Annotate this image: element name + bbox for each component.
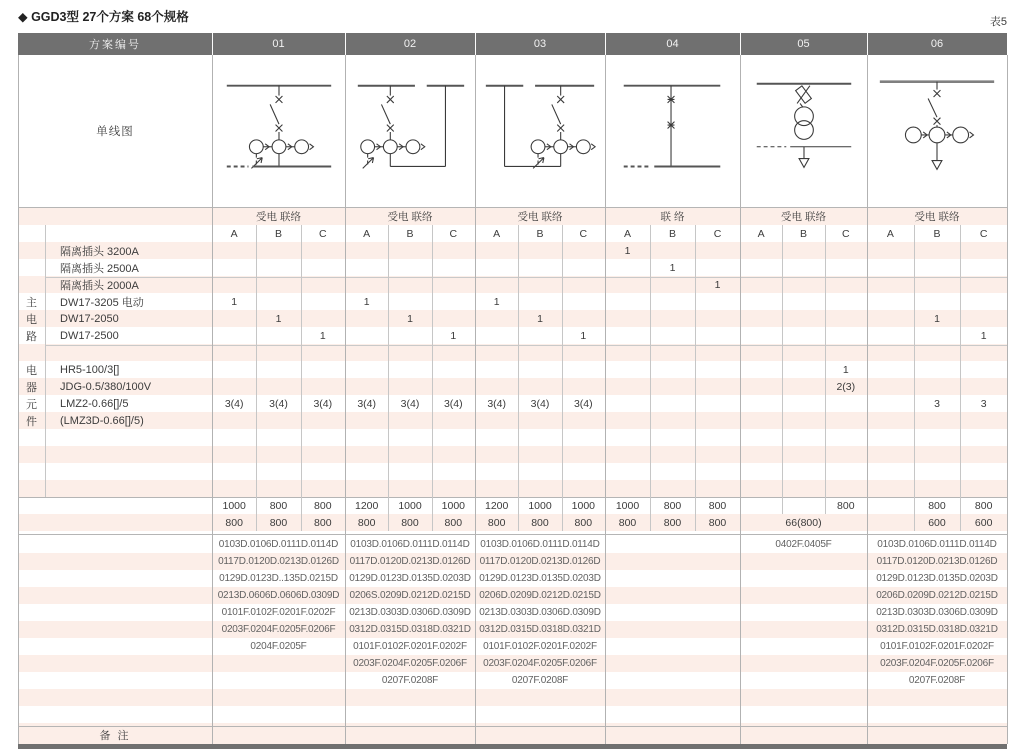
scheme-header-01: 01	[272, 38, 285, 50]
depth-cell: 800	[314, 516, 332, 529]
diagram-row-label: 单线图	[96, 126, 134, 138]
remarks-label: 备 注	[99, 730, 131, 742]
code-line-01: 0203F.0204F.0205F.0206F	[221, 624, 336, 635]
depth-cell: 600	[974, 516, 993, 529]
single-line-diagram-01	[213, 56, 344, 206]
code-line-01: 0101F.0102F.0201F.0202F	[221, 607, 336, 618]
qty-cell: 1	[580, 329, 587, 342]
grid-vline	[518, 225, 519, 531]
scheme-header-05: 05	[797, 38, 810, 50]
side-char: 电	[26, 364, 37, 377]
subcol-header-02A: A	[363, 227, 371, 240]
qty-cell: 1	[231, 295, 238, 308]
single-line-diagram-02	[346, 56, 474, 206]
scheme-header-06: 06	[930, 38, 944, 50]
qty-cell: 1	[842, 363, 849, 376]
subcol-header-04C: C	[713, 227, 722, 240]
subcol-header-05B: B	[799, 227, 807, 240]
depth-cell: 800	[487, 516, 506, 529]
code-line-03: 0103D.0106D.0111D.0114D	[480, 539, 600, 550]
qty-cell: 1	[980, 329, 987, 342]
code-line-06: 0207F.0208F	[908, 675, 966, 686]
side-char: 件	[26, 415, 37, 428]
code-line-03: 0129D.0123D.0135D.0203D	[479, 573, 601, 584]
qty-cell: 1	[407, 312, 413, 325]
grid-vline	[740, 55, 741, 744]
depth-cell: 800	[531, 516, 549, 529]
scheme-header-04: 04	[666, 38, 679, 50]
code-line-06: 0203F.0204F.0205F.0206F	[880, 658, 994, 669]
qty-cell: 3(4)	[530, 397, 550, 410]
width-cell: 1200	[354, 499, 379, 512]
side-char: 元	[26, 398, 37, 411]
depth-cell-merged-05: 66(800)	[785, 516, 822, 529]
width-cell: 1000	[571, 499, 595, 512]
subcol-header-06B: B	[933, 227, 941, 240]
subcol-header-02C: C	[449, 227, 458, 240]
row-label: DW17-2050	[60, 312, 119, 325]
single-line-diagram-06	[868, 56, 1006, 206]
page-title: ◆ GGD3型 27个方案 68个规格	[18, 10, 189, 24]
single-line-diagram-04	[606, 56, 739, 206]
qty-cell: 3(4)	[357, 397, 376, 410]
depth-cell: 600	[928, 516, 946, 529]
code-line-02: 0203F.0204F.0205F.0206F	[353, 658, 467, 669]
code-line-02: 0129D.0123D.0135D.0203D	[349, 573, 471, 584]
code-line-03: 0207F.0208F	[511, 675, 569, 686]
code-line-03: 0203F.0204F.0205F.0206F	[483, 658, 597, 669]
qty-cell: 1	[537, 312, 543, 325]
code-line-01: 0129D.0123D..135D.0215D	[219, 573, 338, 584]
usage-cell-06: 受电 联络	[914, 211, 960, 223]
qty-cell: 3(4)	[487, 397, 506, 410]
subcol-header-03A: A	[493, 227, 501, 240]
subcol-header-03C: C	[579, 227, 588, 240]
code-line-02: 0103D.0106D.0111D.0114D	[350, 539, 470, 550]
table-number: 表5	[989, 16, 1007, 28]
qty-cell: 3	[934, 397, 940, 410]
width-cell: 800	[314, 499, 332, 512]
code-line-06: 0312D.0315D.0318D.0321D	[876, 624, 998, 635]
row-label: DW17-3205 电动	[60, 296, 144, 309]
grid-vline	[960, 225, 961, 531]
code-line-02: 0101F.0102F.0201F.0202F	[353, 641, 467, 652]
grid-vline	[782, 225, 783, 514]
row-label: 隔离插头 3200A	[60, 245, 139, 258]
code-line-02: 0207F.0208F	[381, 675, 439, 686]
code-line-02: 0206S.0209D.0212D.0215D	[349, 590, 471, 601]
usage-cell-04: 联 络	[660, 211, 685, 223]
width-cell: 800	[663, 499, 682, 512]
grid-hline	[45, 277, 1007, 278]
code-line-03: 0206D.0209D.0212D.0215D	[479, 590, 601, 601]
depth-cell: 800	[357, 516, 376, 529]
code-line-05: 0402F.0405F	[775, 539, 832, 550]
code-line-03: 0312D.0315D.0318D.0321D	[479, 624, 601, 635]
qty-cell: 1	[714, 278, 721, 291]
subcol-header-04A: A	[623, 227, 631, 240]
grid-vline	[388, 225, 389, 531]
width-cell: 800	[974, 499, 993, 512]
subcol-header-02B: B	[406, 227, 414, 240]
grid-vline	[45, 225, 46, 497]
row-label: JDG-0.5/380/100V	[60, 380, 152, 393]
side-char: 器	[26, 381, 37, 394]
code-line-03: 0213D.0303D.0306D.0309D	[479, 607, 601, 618]
grid-vline	[256, 225, 257, 531]
qty-cell: 1	[450, 329, 457, 342]
width-cell: 1000	[222, 499, 246, 512]
code-line-01: 0213D.0606D.0606D.0309D	[217, 590, 340, 601]
bottom-bar	[18, 744, 1007, 749]
qty-cell: 1	[319, 329, 326, 342]
depth-cell: 800	[269, 516, 288, 529]
subcol-header-06C: C	[979, 227, 988, 240]
qty-cell: 3(4)	[573, 397, 593, 410]
code-line-06: 0101F.0102F.0201F.0202F	[880, 641, 994, 652]
depth-cell: 800	[574, 516, 593, 529]
code-line-06: 0103D.0106D.0111D.0114D	[877, 539, 997, 550]
width-cell: 800	[708, 499, 727, 512]
qty-cell: 3	[980, 397, 987, 410]
grid-vline	[562, 225, 563, 531]
code-line-01: 0103D.0106D.0111D.0114D	[218, 539, 339, 550]
subcol-header-01B: B	[274, 227, 282, 240]
usage-cell-03: 受电 联络	[517, 211, 563, 223]
grid-vline	[1007, 55, 1008, 744]
qty-cell: 3(4)	[443, 397, 463, 410]
width-cell: 800	[928, 499, 946, 512]
row-label: 隔离插头 2000A	[60, 279, 139, 292]
subcol-header-01A: A	[230, 227, 238, 240]
code-line-02: 0117D.0120D.0213D.0126D	[349, 556, 471, 567]
row-label: HR5-100/3[]	[60, 363, 120, 376]
subcol-header-04B: B	[668, 227, 676, 240]
code-line-02: 0213D.0303D.0306D.0309D	[349, 607, 471, 618]
qty-cell: 3(4)	[224, 397, 244, 410]
qty-cell: 1	[363, 295, 370, 308]
depth-cell: 800	[225, 516, 243, 529]
code-line-06: 0129D.0123D.0135D.0203D	[876, 573, 998, 584]
code-line-06: 0213D.0303D.0306D.0309D	[876, 607, 998, 618]
grid-vline	[605, 55, 606, 744]
code-line-06: 0206D.0209D.0212D.0215D	[876, 590, 998, 601]
width-cell: 800	[837, 499, 855, 512]
usage-cell-02: 受电 联络	[387, 211, 433, 223]
depth-cell: 800	[401, 516, 419, 529]
depth-cell: 800	[618, 516, 637, 529]
qty-cell: 1	[624, 244, 631, 257]
code-line-03: 0101F.0102F.0201F.0202F	[483, 641, 597, 652]
grid-hline	[45, 345, 1007, 346]
code-line-02: 0312D.0315D.0318D.0321D	[349, 624, 471, 635]
subcol-header-05A: A	[757, 227, 765, 240]
width-cell: 1000	[398, 499, 422, 512]
usage-cell-01: 受电 联络	[256, 211, 301, 223]
qty-cell: 1	[669, 261, 676, 274]
qty-cell: 1	[275, 312, 282, 325]
grid-vline	[301, 225, 302, 531]
code-line-01: 0204F.0205F	[250, 641, 307, 652]
row-label: 隔离插头 2500A	[60, 262, 139, 275]
grid-vline	[914, 225, 915, 531]
side-char: 主	[26, 296, 37, 309]
row-label: (LMZ3D-0.66[]/5)	[60, 414, 144, 427]
qty-cell: 3(4)	[269, 397, 288, 410]
scheme-header-02: 02	[403, 38, 417, 50]
qty-cell: 1	[934, 312, 940, 325]
code-line-01: 0117D.0120D.0213D.0126D	[218, 556, 339, 567]
single-line-diagram-03	[476, 56, 604, 206]
side-char: 路	[26, 330, 37, 343]
code-line-03: 0117D.0120D.0213D.0126D	[479, 556, 601, 567]
qty-cell: 2(3)	[836, 380, 856, 393]
grid-vline	[695, 225, 696, 531]
depth-cell: 800	[663, 516, 682, 529]
depth-cell: 800	[708, 516, 727, 529]
subcol-header-06A: A	[886, 227, 894, 240]
depth-cell: 800	[444, 516, 463, 529]
code-line-06: 0117D.0120D.0213D.0126D	[876, 556, 998, 567]
single-line-diagram-05	[741, 56, 866, 206]
qty-cell: 3(4)	[400, 397, 420, 410]
width-cell: 1000	[528, 499, 552, 512]
subcol-header-03B: B	[536, 227, 544, 240]
qty-cell: 1	[493, 295, 500, 308]
width-cell: 1200	[484, 499, 509, 512]
subcol-header-01C: C	[319, 227, 327, 240]
row-label: LMZ2-0.66[]/5	[60, 397, 129, 410]
subcol-header-05C: C	[842, 227, 850, 240]
plan-number-header: 方案编号	[89, 39, 141, 51]
width-cell: 1000	[615, 499, 640, 512]
width-cell: 1000	[441, 499, 465, 512]
qty-cell: 3(4)	[313, 397, 333, 410]
row-label: DW17-2500	[60, 329, 119, 342]
scheme-header-03: 03	[533, 38, 547, 50]
grid-vline	[432, 225, 433, 531]
width-cell: 800	[269, 499, 288, 512]
grid-hline	[18, 534, 1007, 535]
usage-cell-05: 受电 联络	[781, 211, 826, 223]
side-char: 电	[26, 313, 37, 326]
